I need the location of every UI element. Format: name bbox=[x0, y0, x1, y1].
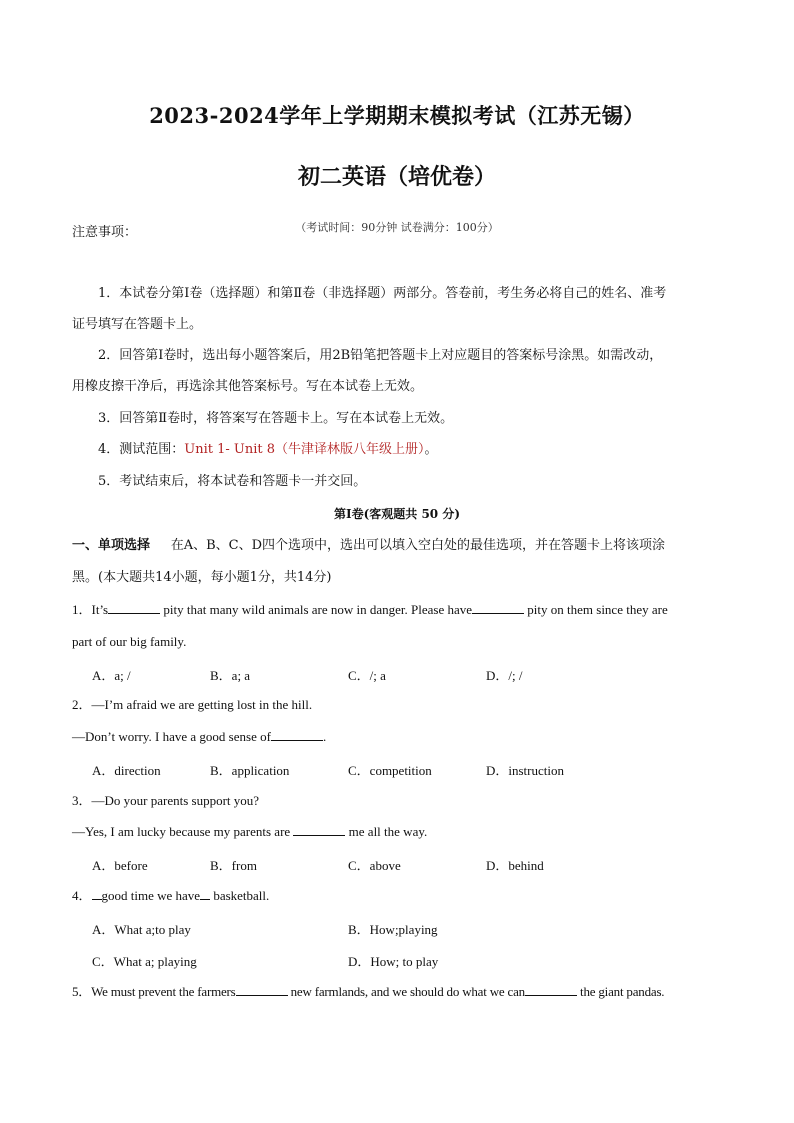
exam-title: 2023-2024学年上学期期末模拟考试（江苏无锡） bbox=[149, 103, 645, 128]
q2-blank bbox=[271, 728, 323, 741]
question-5 bbox=[72, 983, 664, 1001]
q3-option-c: C．above bbox=[348, 858, 401, 873]
question-2-reply bbox=[72, 728, 326, 746]
q5-blank-2 bbox=[525, 983, 577, 996]
question-3-reply bbox=[72, 823, 427, 841]
q1-text-c: pity on them since they are bbox=[527, 602, 668, 617]
q2-option-c: C．competition bbox=[348, 763, 432, 778]
notice-heading: 注意事项： bbox=[72, 225, 138, 240]
question-1-cont: part of our big family. bbox=[72, 634, 187, 649]
q3-option-d: D．behind bbox=[486, 858, 544, 873]
notice-item-3: 3．回答第Ⅱ卷时，将答案写在答题卡上。写在本试卷上无效。 bbox=[98, 411, 454, 426]
q3-blank bbox=[293, 823, 345, 836]
q2-option-b: B．application bbox=[210, 763, 290, 778]
notice-item-2a: 2．回答第Ⅰ卷时，选出每小题答案后，用2B铅笔把答题卡上对应题目的答案标号涂黑。如需改动， bbox=[98, 348, 663, 363]
q3-text-a: —Yes, I am lucky because my parents are bbox=[72, 824, 291, 839]
q4-option-d: D．How; to play bbox=[348, 954, 439, 969]
notice-item-4 bbox=[98, 441, 438, 459]
q1-text-a: 1．It’s bbox=[72, 602, 109, 617]
q1-option-d: D．/; / bbox=[486, 668, 523, 683]
exam-subtitle: 初二英语（培优卷） bbox=[297, 164, 496, 190]
q4-text-b: good time we have bbox=[101, 888, 201, 903]
q5-blank-1 bbox=[236, 983, 288, 996]
notice-item-4-suffix: 。 bbox=[424, 442, 438, 457]
q4-blank-2 bbox=[200, 887, 210, 900]
q4-option-b: B．How;playing bbox=[348, 922, 438, 937]
q2-text-b: . bbox=[322, 729, 327, 744]
q5-text-a: 5．We must prevent the farmers bbox=[72, 984, 236, 999]
q1-blank-1 bbox=[108, 601, 160, 614]
q4-text-a: 4． bbox=[72, 888, 92, 903]
q3-option-b: B．from bbox=[210, 858, 257, 873]
q4-option-c: C．What a; playing bbox=[92, 954, 197, 969]
q1-option-a: A．a; / bbox=[92, 668, 131, 683]
test-range: Unit 1- Unit 8（牛津译林版八年级上册） bbox=[184, 442, 425, 457]
q1-blank-2 bbox=[472, 601, 524, 614]
q1-option-c: C．/; a bbox=[348, 668, 386, 683]
q5-text-c: the giant pandas. bbox=[580, 984, 665, 999]
notice-item-1b: 证号填写在答题卡上。 bbox=[72, 317, 203, 332]
q1-text-b: pity that many wild animals are now in danger. Please have bbox=[163, 602, 473, 617]
q4-text-c: basketball. bbox=[213, 888, 270, 903]
part-label: 一、单项选择 bbox=[72, 538, 151, 553]
q3-option-a: A．before bbox=[92, 858, 148, 873]
section-title: 第Ⅰ卷(客观题共 50 分) bbox=[333, 507, 461, 521]
question-2: 2．—I’m afraid we are getting lost in the hill. bbox=[72, 697, 313, 712]
q4-option-a: A．What a;to play bbox=[92, 922, 191, 937]
q3-text-b: me all the way. bbox=[348, 824, 428, 839]
q1-option-b: B．a; a bbox=[210, 668, 251, 683]
q2-option-d: D．instruction bbox=[486, 763, 564, 778]
q4-blank-1 bbox=[92, 887, 102, 900]
q2-text-a: —Don’t worry. I have a good sense of bbox=[72, 729, 271, 744]
question-3: 3．—Do your parents support you? bbox=[72, 793, 260, 808]
notice-item-2b: 用橡皮擦干净后，再选涂其他答案标号。写在本试卷上无效。 bbox=[72, 379, 424, 394]
notice-item-1a: 1．本试卷分第Ⅰ卷（选择题）和第Ⅱ卷（非选择题）两部分。答卷前，考生务必将自己的姓名、准考 bbox=[98, 286, 667, 301]
exam-info: （考试时间：90分钟 试卷满分：100分） bbox=[295, 221, 499, 234]
part-instruction-b: 黑。(本大题共14小题，每小题1分，共14分) bbox=[72, 570, 332, 585]
notice-item-4-prefix: 4．测试范围： bbox=[98, 442, 185, 457]
part-one-instruction bbox=[72, 537, 665, 555]
q5-text-b: new farmlands, and we should do what we can bbox=[290, 984, 525, 999]
notice-item-5: 5．考试结束后，将本试卷和答题卡一并交回。 bbox=[98, 474, 367, 489]
part-instruction-a: 在A、B、C、D四个选项中，选出可以填入空白处的最佳选项，并在答题卡上将该项涂 bbox=[170, 538, 665, 553]
q2-option-a: A．direction bbox=[92, 763, 161, 778]
question-4 bbox=[72, 887, 269, 905]
question-1 bbox=[72, 601, 668, 619]
